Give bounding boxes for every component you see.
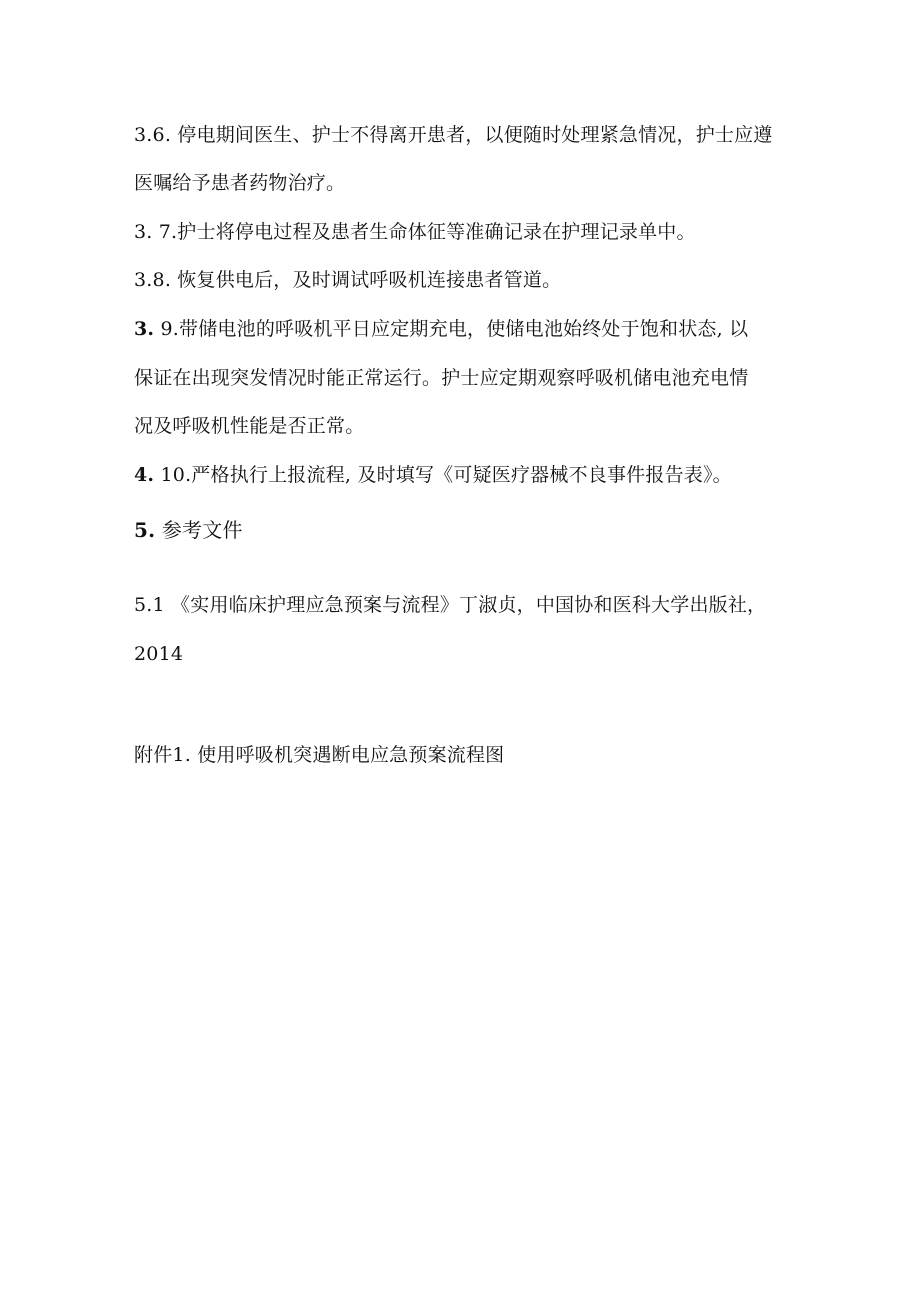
reference-line-1: 5.1 《实用临床护理应急预案与流程》丁淑贞，中国协和医科大学出版社， (134, 594, 767, 616)
item-3-6-line-2: 医嘱给予患者药物治疗。 (134, 172, 346, 194)
reference-line-2: 2014 (134, 643, 184, 665)
item-4-10-number: 4. (134, 464, 155, 486)
item-4-10-text: 10.严格执行上报流程, 及时填写《可疑医疗器械不良事件报告表》。 (154, 464, 732, 486)
item-3-9-line-2: 保证在出现突发情况时能正常运行。护士应定期观察呼吸机储电池充电情 (134, 367, 749, 389)
item-4-10-line-1 (134, 463, 824, 487)
item-3-7-line-1: 3. 7.护士将停电过程及患者生命体征等准确记录在护理记录单中。 (134, 221, 696, 243)
item-3-9-line-1 (134, 317, 824, 341)
section-5-number: 5. (134, 518, 156, 542)
item-3-6-line-1: 3.6. 停电期间医生、护士不得离开患者，以便随时处理紧急情况，护士应遵 (134, 124, 773, 146)
item-3-9-line-3: 况及呼吸机性能是否正常。 (134, 415, 365, 437)
item-3-9-number: 3. (134, 318, 155, 340)
attachment-line: 附件1. 使用呼吸机突遇断电应急预案流程图 (134, 744, 505, 766)
item-3-9-text: 9.带储电池的呼吸机平日应定期充电，使储电池始终处于饱和状态, 以 (154, 318, 749, 340)
section-5-heading (134, 518, 824, 542)
section-5-title: 参考文件 (155, 518, 243, 542)
item-3-8-line-1: 3.8. 恢复供电后，及时调试呼吸机连接患者管道。 (134, 269, 562, 291)
